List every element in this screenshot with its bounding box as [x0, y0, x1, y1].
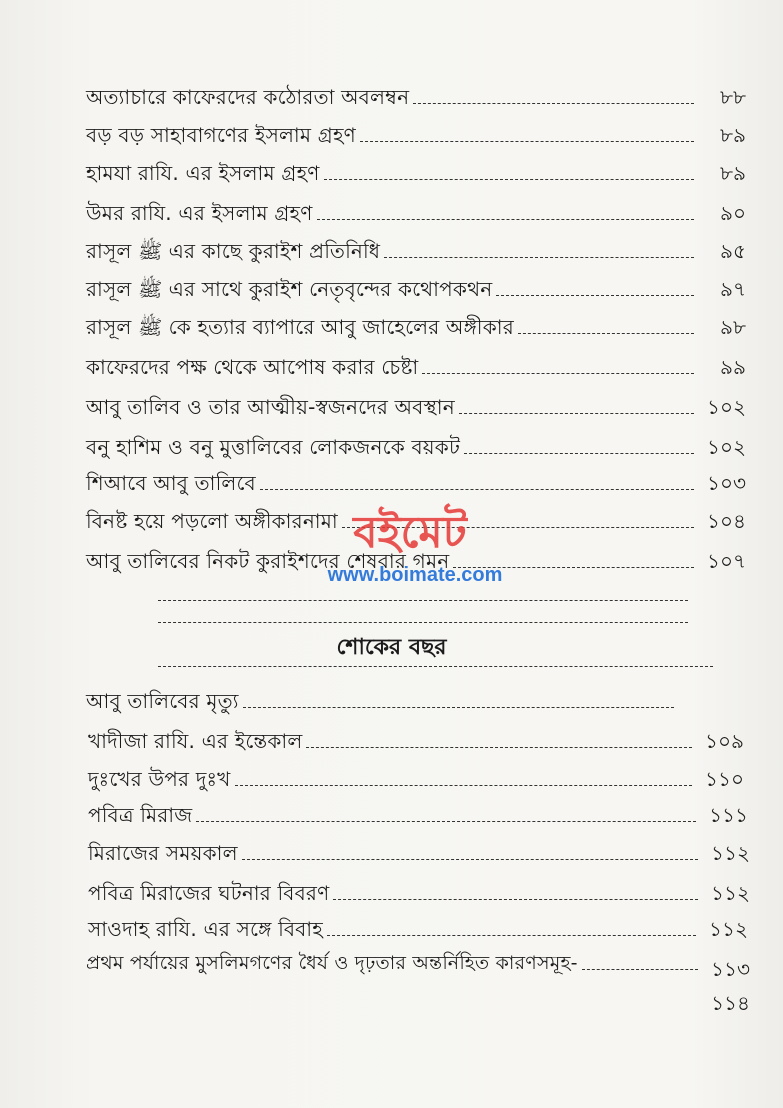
toc-entry-page: ৮৮	[720, 85, 746, 109]
toc-entry-page: ৮৯	[720, 161, 746, 185]
toc-entry-page: ১১৪	[711, 991, 750, 1015]
toc-leader	[260, 489, 694, 490]
toc-entry	[86, 426, 746, 460]
toc-entry-title: বড় বড় সাহাবাগণের ইসলাম গ্রহণ	[86, 123, 356, 147]
toc-leader	[413, 103, 694, 104]
toc-entry	[86, 680, 726, 714]
watermark-url: www.boimate.com	[327, 564, 503, 586]
toc-entry	[88, 720, 744, 754]
toc-leader	[496, 295, 694, 296]
toc-leader	[327, 935, 696, 936]
toc-entry-page: ৯৯	[720, 355, 746, 379]
toc-entry-title: দুঃখের উপর দুঃখ	[88, 767, 231, 791]
toc-entry-title: সাওদাহ রাযি. এর সঙ্গে বিবাহ	[88, 917, 323, 941]
section-heading: শোকের বছর	[336, 635, 447, 660]
toc-entry-title: রাসূল ﷺ এর কাছে কুরাইশ প্রতিনিধি	[86, 239, 381, 263]
toc-leader	[464, 453, 694, 454]
toc-entry	[86, 268, 746, 302]
toc-leader	[324, 179, 694, 180]
toc-entry	[86, 114, 746, 148]
toc-leader	[317, 219, 694, 220]
toc-entry	[88, 908, 748, 942]
toc-entry-page: ৯৭	[720, 277, 746, 301]
toc-leader	[459, 413, 694, 414]
toc-entry-title: আবু তালিবের মৃত্যু	[86, 689, 239, 713]
toc-entry-title: বনু হাশিম ও বনু মুত্তালিবের লোকজনকে বয়কট	[86, 435, 461, 459]
toc-entry	[86, 192, 746, 226]
toc-leader	[333, 899, 698, 900]
toc-entry-title: কাফেরদের পক্ষ থেকে আপোষ করার চেষ্টা	[86, 355, 419, 379]
toc-leader	[518, 333, 694, 334]
toc-leader	[360, 141, 694, 142]
toc-leader	[196, 821, 696, 822]
toc-entry-title: অত্যাচারে কাফেরদের কঠোরতা অবলম্বন	[86, 85, 410, 109]
toc-entry-title: উমর রাযি. এর ইসলাম গ্রহণ	[86, 201, 313, 225]
toc-entry-page: ১০২	[707, 395, 746, 419]
toc-entry-title: বিনষ্ট হয়ে পড়লো অঙ্গীকারনামা	[86, 509, 338, 533]
section-separator	[158, 666, 713, 667]
toc-leader	[422, 373, 694, 374]
toc-entry	[88, 758, 744, 792]
toc-leader	[384, 257, 694, 258]
toc-entry	[86, 230, 746, 264]
toc-entry-title: পবিত্র মিরাজের ঘটনার বিবরণ	[88, 881, 330, 905]
section-separator	[158, 622, 688, 623]
toc-entry-page: ১০৩	[707, 471, 746, 495]
toc-entry-title: রাসূল ﷺ এর সাথে কুরাইশ নেতৃবৃন্দের কথোপকথন	[86, 277, 493, 301]
toc-entry-title: প্রথম পর্যায়ের মুসলিমগণের ধৈর্য ও দৃঢ়তার অন্তর্নিহিত কারণসমূহ-	[86, 952, 578, 974]
toc-entry	[88, 872, 750, 906]
toc-entry-page: ৯০	[720, 201, 746, 225]
toc-entry	[86, 76, 746, 110]
toc-entry-page: ১০৭	[707, 549, 746, 573]
watermark-logo	[310, 500, 510, 570]
toc-entry	[86, 462, 746, 496]
toc-entry-page: ১১০	[705, 767, 744, 791]
toc-entry	[86, 346, 746, 380]
toc-entry-page: ১১২	[711, 881, 750, 905]
toc-leader	[306, 747, 692, 748]
toc-entry-title: হামযা রাযি. এর ইসলাম গ্রহণ	[86, 161, 320, 185]
toc-entry-page: ১০২	[707, 435, 746, 459]
toc-entry	[86, 152, 746, 186]
toc-entry	[640, 948, 750, 982]
toc-leader	[235, 785, 692, 786]
toc-entry-page: ১০৯	[705, 729, 744, 753]
toc-entry-page: ৯৮	[720, 315, 746, 339]
toc-entry	[88, 794, 748, 828]
toc-entry-title: রাসূল ﷺ কে হত্যার ব্যাপারে আবু জাহেলের অঙ্গীকার	[86, 315, 514, 339]
toc-entry	[88, 832, 750, 866]
toc-entry-title: শিআবে আবু তালিবে	[86, 471, 256, 495]
toc-entry-page: ১১২	[711, 841, 750, 865]
toc-entry-title: আবু তালিব ও তার আত্মীয়-স্বজনদের অবস্থান	[86, 395, 455, 419]
boimate-watermark	[300, 500, 530, 610]
toc-entry-page: ১১২	[709, 917, 748, 941]
toc-entry	[640, 982, 750, 1016]
toc-leader	[242, 859, 698, 860]
toc-entry-title: পবিত্র মিরাজ	[88, 803, 193, 827]
toc-entry-title: খাদীজা রাযি. এর ইন্তেকাল	[88, 729, 303, 753]
toc-entry-page: ৮৯	[720, 123, 746, 147]
toc-entry	[86, 386, 746, 420]
toc-entry-page: ১১১	[709, 803, 748, 827]
watermark-logo-text: বইমেট	[353, 506, 467, 558]
toc-entry-page: ১১৩	[711, 957, 750, 981]
toc-entry-page: ১০৪	[707, 509, 746, 533]
toc-entry	[86, 306, 746, 340]
toc-entry-title: মিরাজের সময়কাল	[88, 841, 238, 865]
toc-entry-page: ৯৫	[720, 239, 746, 263]
toc-entry-title: আবু তালিবের নিকট কুরাইশদের শেষবার গমন	[86, 549, 450, 573]
toc-leader	[243, 707, 674, 708]
